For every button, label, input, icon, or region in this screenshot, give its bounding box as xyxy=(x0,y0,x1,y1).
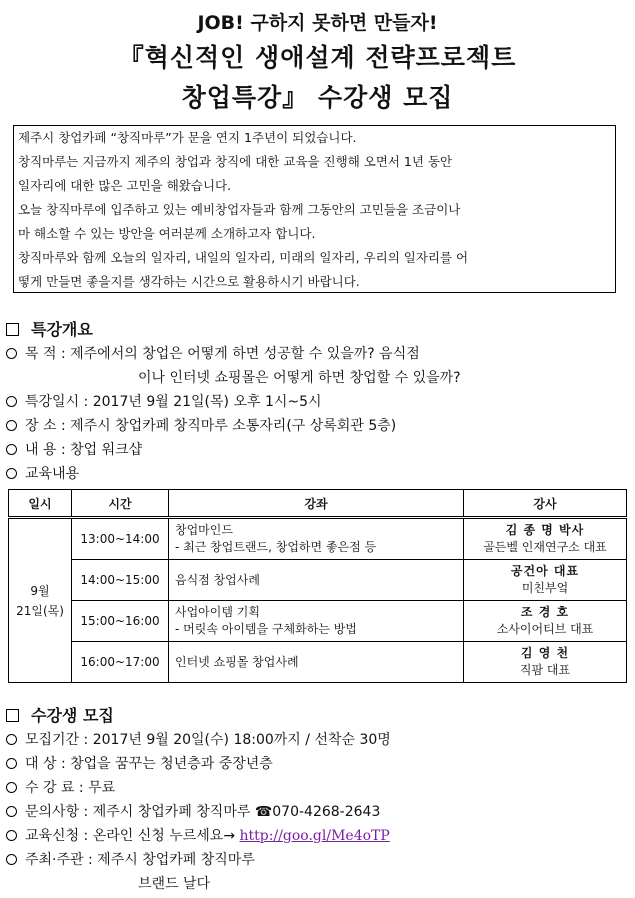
table-row xyxy=(9,642,627,683)
apply-row: 교육신청 : 온라인 신청 누르세요→ http://goo.gl/Me4oTP xyxy=(4,824,629,848)
overview-section xyxy=(4,318,629,486)
circle-bullet-icon xyxy=(6,420,17,431)
circle-bullet-icon xyxy=(6,758,17,769)
circle-bullet-icon xyxy=(6,830,17,841)
instructor-cell: 조 경 호 소사이어티브 대표 xyxy=(464,601,627,642)
intro-line: 일자리에 대한 많은 고민을 해왔습니다. xyxy=(18,178,232,193)
time-cell: 14:00~15:00 xyxy=(72,560,169,601)
fee-row: 수 강 료 : 무료 xyxy=(4,776,629,800)
apply-link[interactable]: http://goo.gl/Me4oTP xyxy=(239,828,390,844)
table-row xyxy=(9,518,627,560)
target-row: 대 상 : 창업을 꿈꾸는 청년층과 중장년층 xyxy=(4,752,629,776)
col-header-instructor: 강사 xyxy=(464,490,627,518)
recruit-heading: 수강생 모집 xyxy=(4,704,629,728)
lecture-cell: 창업마인드 - 최근 창업트랜드, 창업하면 좋은점 등 xyxy=(169,518,464,560)
host-row: 주최·주관 : 제주시 창업카페 창직마루 xyxy=(4,848,629,872)
recruit-section xyxy=(4,704,629,896)
lecture-cell: 음식점 창업사례 xyxy=(169,560,464,601)
purpose-row-cont: 이나 인터넷 쇼핑몰은 어떻게 하면 창업할 수 있을까? xyxy=(138,370,461,386)
page-title xyxy=(0,8,635,118)
circle-bullet-icon xyxy=(6,468,17,479)
intro-line: 제주시 창업카페 “창직마루”가 문을 연지 1주년이 되었습니다. xyxy=(18,130,357,145)
circle-bullet-icon xyxy=(6,444,17,455)
intro-line: 오늘 창직마루에 입주하고 있는 예비창업자들과 함께 그동안의 고민들을 조금이나 xyxy=(18,202,461,217)
table-row xyxy=(9,601,627,642)
circle-bullet-icon xyxy=(6,854,17,865)
instructor-cell: 김 종 명 박사 골든벨 인재연구소 대표 xyxy=(464,518,627,560)
intro-box xyxy=(13,125,616,293)
time-cell: 13:00~14:00 xyxy=(72,518,169,560)
edu-row: 교육내용 xyxy=(4,462,629,486)
host-row-cont: 브랜드 날다 xyxy=(138,876,211,892)
contact-row: 문의사항 : 제주시 창업카페 창직마루 ☎070-4268-2643 xyxy=(4,800,629,824)
circle-bullet-icon xyxy=(6,806,17,817)
schedule-table xyxy=(8,489,627,683)
lecture-cell: 사업아이템 기획 - 머릿속 아이템을 구체화하는 방법 xyxy=(169,601,464,642)
intro-line: 창직마루는 지금까지 제주의 창업과 창직에 대한 교육을 진행해 오면서 1년 동안 xyxy=(18,154,453,169)
title-slogan: JOB! 구하지 못하면 만들자! xyxy=(197,12,438,34)
intro-line: 창직마루와 함께 오늘의 일자리, 내일의 일자리, 미래의 일자리, 우리의 일자리를 어 xyxy=(18,250,469,265)
square-bullet-icon xyxy=(6,709,19,722)
circle-bullet-icon xyxy=(6,734,17,745)
date-cell: 9월 21일(목) xyxy=(9,518,72,683)
circle-bullet-icon xyxy=(6,396,17,407)
date-row: 특강일시 : 2017년 9월 21일(목) 오후 1시~5시 xyxy=(4,390,629,414)
time-cell: 16:00~17:00 xyxy=(72,642,169,683)
purpose-row: 목 적 : 제주에서의 창업은 어떻게 하면 성공할 수 있을까? 음식점 xyxy=(4,342,629,366)
circle-bullet-icon xyxy=(6,348,17,359)
table-row xyxy=(9,560,627,601)
intro-line: 떻게 만들면 좋을지를 생각하는 시간으로 활용하시기 바랍니다. xyxy=(18,274,360,289)
content-row: 내 용 : 창업 워크샵 xyxy=(4,438,629,462)
period-row: 모집기간 : 2017년 9월 20일(수) 18:00까지 / 선착순 30명 xyxy=(4,728,629,752)
instructor-cell: 김 영 천 직팜 대표 xyxy=(464,642,627,683)
title-main-2: 창업특강』 수강생 모집 xyxy=(181,83,454,112)
col-header-lecture: 강좌 xyxy=(169,490,464,518)
instructor-cell: 공건아 대표 미친부엌 xyxy=(464,560,627,601)
title-main-1: 『혁신적인 생애설계 전략프로젝트 xyxy=(118,43,517,72)
overview-heading: 특강개요 xyxy=(4,318,629,342)
time-cell: 15:00~16:00 xyxy=(72,601,169,642)
square-bullet-icon xyxy=(6,323,19,336)
place-row: 장 소 : 제주시 창업카페 창직마루 소통자리(구 상록회관 5층) xyxy=(4,414,629,438)
circle-bullet-icon xyxy=(6,782,17,793)
intro-line: 마 해소할 수 있는 방안을 여러분께 소개하고자 합니다. xyxy=(18,226,316,241)
lecture-cell: 인터넷 쇼핑몰 창업사례 xyxy=(169,642,464,683)
col-header-time: 시간 xyxy=(72,490,169,518)
col-header-date: 일시 xyxy=(9,490,72,518)
